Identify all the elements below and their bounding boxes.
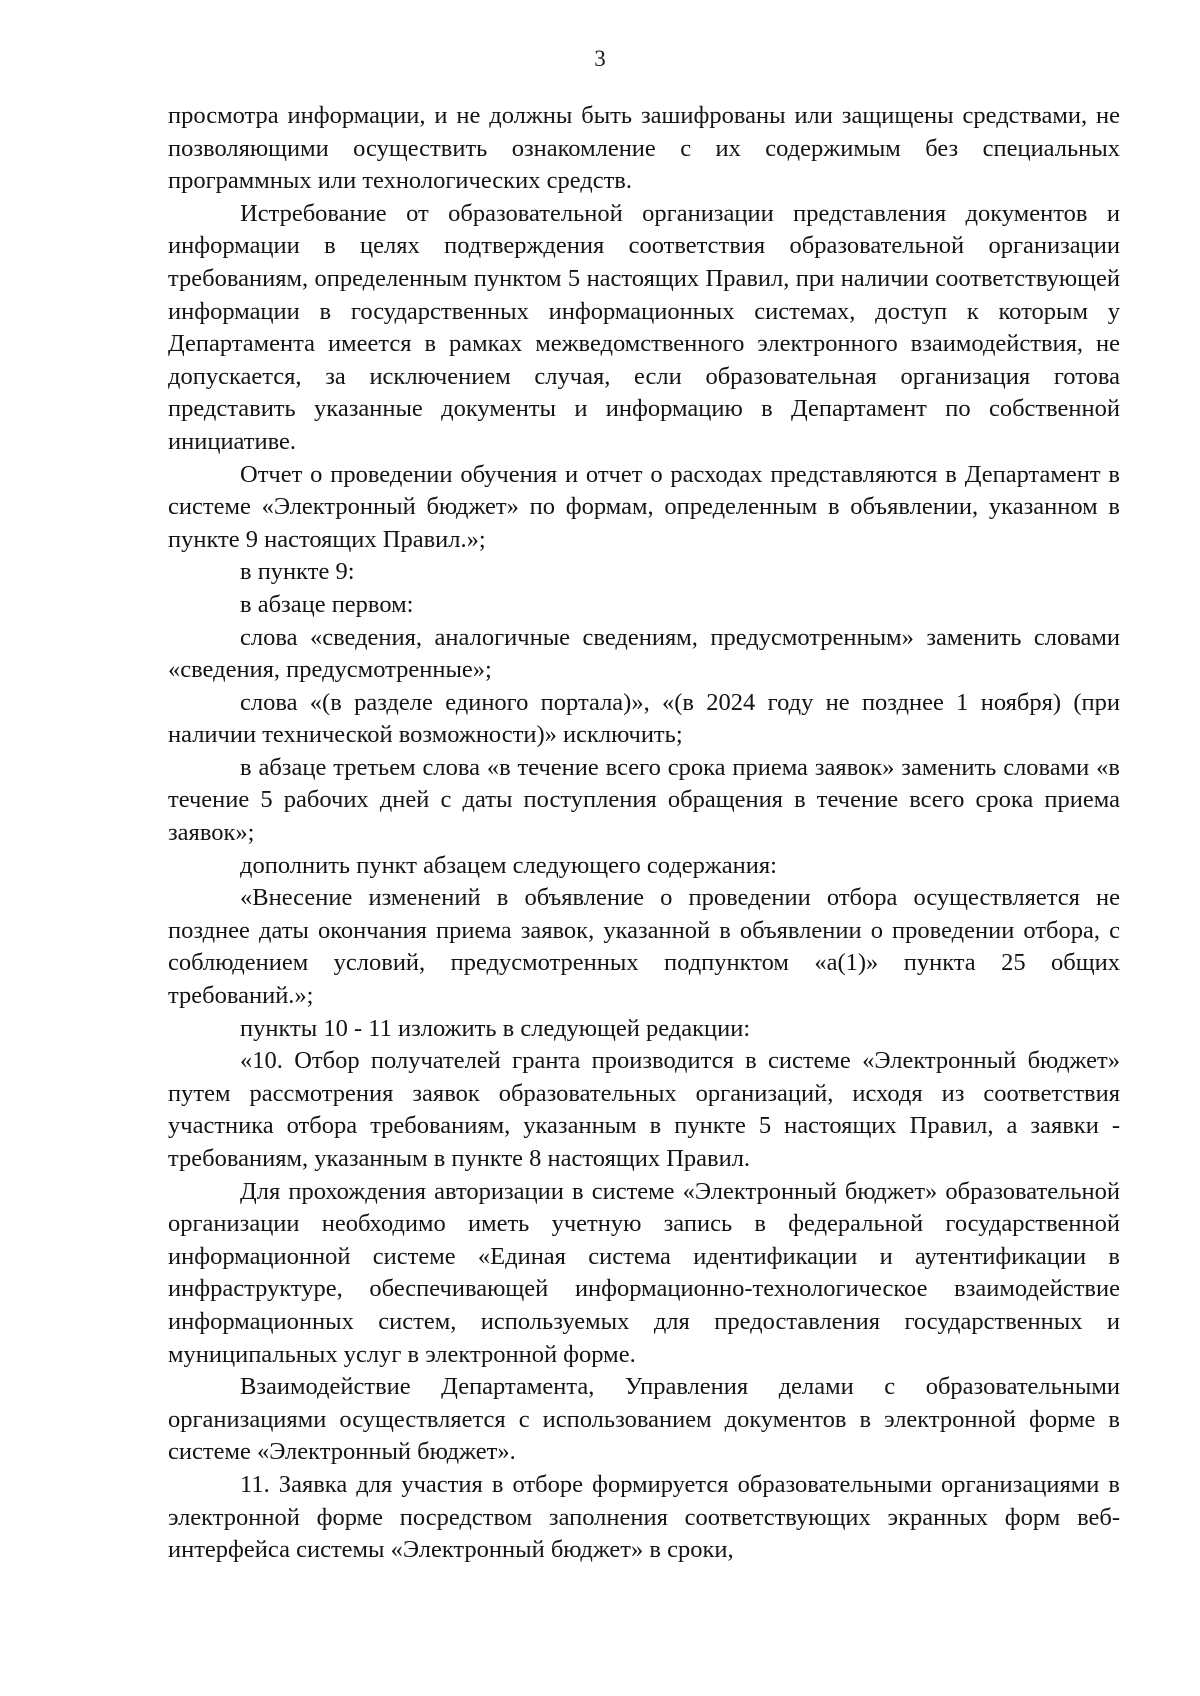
paragraph: «Внесение изменений в объявление о проведении отбора осуществляется не позднее даты окончания приема заявок, указанной в объявлении о проведении отбора, с соблюдением условий, предусмотренных подпунктом «а(1)» пункта 25 общих требований.»; xyxy=(168,884,1120,1010)
paragraph: в абзаце третьем слова «в течение всего срока приема заявок» заменить словами «в течение 5 рабочих дней с даты поступления обращения в течение всего срока приема заявок»; xyxy=(168,753,1120,847)
paragraph: дополнить пункт абзацем следующего содержания: xyxy=(240,851,777,879)
paragraph: слова «сведения, аналогичные сведениям, предусмотренным» заменить словами «сведения, предусмотренные»; xyxy=(168,623,1120,684)
paragraph: в пункте 9: xyxy=(240,558,355,586)
paragraph: просмотра информации, и не должны быть зашифрованы или защищены средствами, не позволяющими осуществить ознакомление с их содержимым без специальных программных или технологических средств. xyxy=(168,102,1120,195)
paragraph: Отчет о проведении обучения и отчет о расходах представляются в Департамент в системе «Электронный бюджет» по формам, определенным в объявлении, указанном в пункте 9 настоящих Правил.»; xyxy=(168,460,1120,553)
paragraph: 11. Заявка для участия в отборе формируется образовательными организациями в электронной форме посредством заполнения соответствующих экранных форм веб-интерфейса системы «Электронный бюджет» в сроки, xyxy=(168,1470,1120,1564)
paragraph: «10. Отбор получателей гранта производится в системе «Электронный бюджет» путем рассмотрения заявок образовательных организаций, исходя из соответствия участника отбора требованиям, указанным в пункте 5 настоящих Правил, а заявки - требованиям, указанным в пункте 8 настоящих Правил. xyxy=(168,1047,1120,1172)
paragraph: пункты 10 - 11 изложить в следующей редакции: xyxy=(240,1014,751,1042)
paragraph: слова «(в разделе единого портала)», «(в 2024 году не позднее 1 ноября) (при наличии технической возможности)» исключить; xyxy=(168,688,1120,749)
paragraph: Взаимодействие Департамента, Управления делами с образовательными организациями осуществляется с использованием документов в электронной форме в системе «Электронный бюджет». xyxy=(168,1373,1120,1466)
paragraph: Для прохождения авторизации в системе «Электронный бюджет» образовательной организации необходимо иметь учетную запись в федеральной государственной информационной системе «Единая система идентификации и аутентификации в инфраструктуре, обеспечивающей информационно-технологическое взаимодействие информационных систем, используемых для предоставления государственных и муниципальных услуг в электронной форме. xyxy=(168,1177,1120,1368)
page-number: 3 xyxy=(594,46,606,71)
paragraph: Истребование от образовательной организации представления документов и информации в целях подтверждения соответствия образовательной организации требованиям, определенным пунктом 5 настоящих Правил, при наличии соответствующей информации в государственных информационных системах, доступ к которым у Департамента имеется в рамках межведомственного электронного взаимодействия, не допускается, за исключением случая, если образовательная организация готова представить указанные документы и информацию в Департамент по собственной инициативе. xyxy=(168,199,1120,455)
paragraph: в абзаце первом: xyxy=(240,590,414,618)
document-body xyxy=(168,100,1120,1567)
